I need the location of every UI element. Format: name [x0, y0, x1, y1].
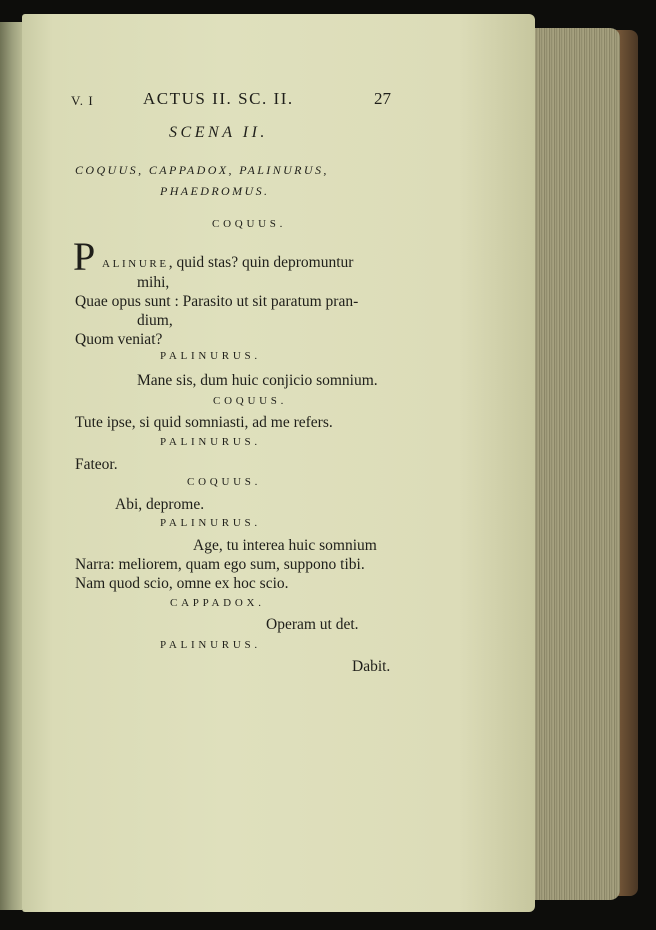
cast-list-line-1: COQUUS, CAPPADOX, PALINURUS,: [75, 163, 329, 177]
verse-line: Nam quod scio, omne ex hoc scio.: [75, 575, 289, 592]
verse-line-text: , quid stas? quin depromuntur: [168, 254, 354, 271]
verse-line: Operam ut det.: [266, 616, 359, 633]
speaker-name: COQUUS.: [213, 395, 288, 407]
speaker-name: COQUUS.: [187, 476, 262, 488]
speaker-name: CAPPADOX.: [170, 597, 265, 609]
speaker-name: PALINURUS.: [160, 639, 261, 651]
verse-line: Fateor.: [75, 456, 118, 473]
running-head: ACTUS II. SC. II.: [143, 89, 294, 108]
scene-title: SCENA II.: [169, 124, 268, 141]
signature-mark: V. I: [71, 93, 94, 108]
speaker-name: PALINURUS.: [160, 436, 261, 448]
verse-line: Quae opus sunt : Parasito ut sit paratum pran-: [75, 293, 359, 310]
verse-line: Tute ipse, si quid somniasti, ad me refers.: [75, 414, 333, 431]
verse-line: Quom veniat?: [75, 331, 163, 348]
page-number: 27: [374, 89, 391, 108]
first-word-smallcaps: ALINURE: [102, 258, 169, 270]
verse-line: Age, tu interea huic somnium: [193, 537, 377, 554]
facing-page-edge: [0, 22, 22, 910]
speaker-name: COQUUS.: [212, 218, 287, 230]
verse-line-continuation: mihi,: [137, 274, 170, 291]
verse-line: Narra: meliorem, quam ego sum, suppono tibi.: [75, 556, 365, 573]
speaker-name: PALINURUS.: [160, 350, 261, 362]
verse-line: Abi, deprome.: [115, 496, 205, 513]
speaker-name: PALINURUS.: [160, 517, 261, 529]
drop-cap: P: [73, 234, 96, 279]
verse-line: Mane sis, dum huic conjicio somnium.: [137, 372, 378, 389]
cast-list-line-2: PHAEDROMUS.: [160, 184, 270, 198]
verse-line-continuation: dium,: [137, 312, 173, 329]
page-fore-edge: [530, 28, 620, 900]
verse-line: [102, 255, 353, 271]
verse-line: Dabit.: [352, 658, 391, 675]
